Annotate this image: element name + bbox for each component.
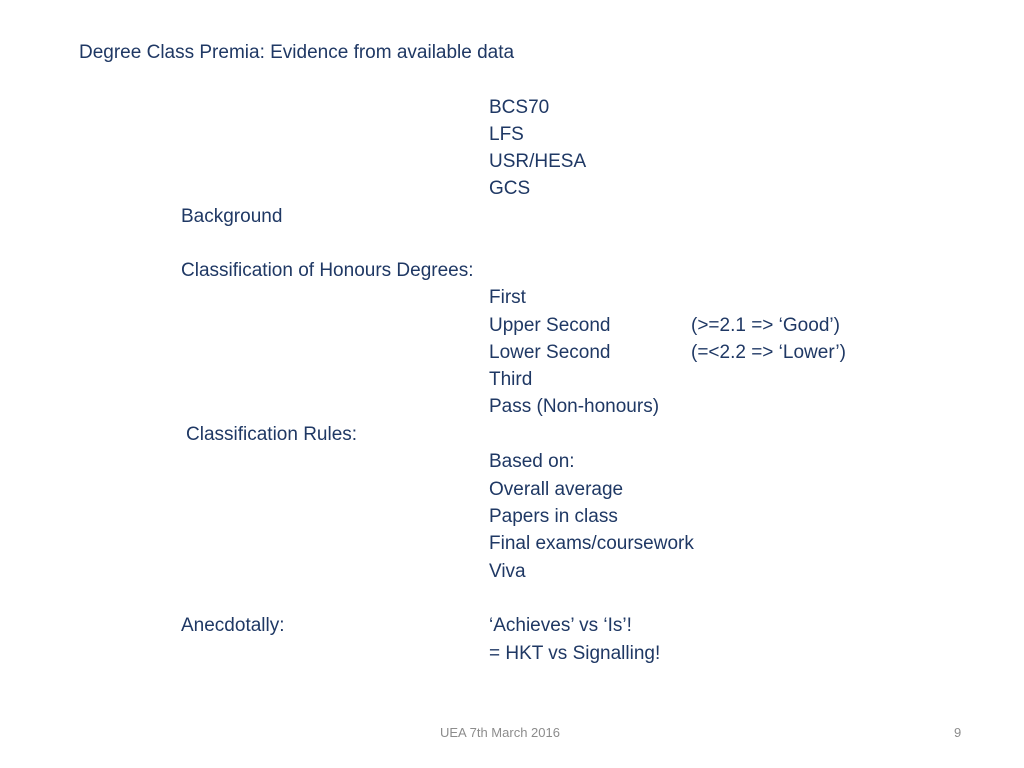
lower-second-note: (=<2.2 => ‘Lower’) [691, 342, 846, 363]
page-number: 9 [954, 725, 962, 740]
rule-item: Viva [489, 561, 526, 582]
class-item: Pass (Non-honours) [489, 396, 660, 417]
anecdotally-label: Anecdotally: [181, 615, 285, 636]
dataset-item: LFS [489, 124, 524, 145]
class-item: Third [489, 369, 533, 390]
classification-heading: Classification of Honours Degrees: [181, 260, 474, 281]
class-item: Upper Second [489, 315, 611, 336]
rule-item: Overall average [489, 479, 624, 500]
background-label: Background [181, 206, 283, 227]
rule-item: Papers in class [489, 506, 618, 527]
rule-item: Final exams/coursework [489, 533, 694, 554]
rule-item: Based on: [489, 451, 575, 472]
dataset-item: USR/HESA [489, 151, 587, 172]
anecdotal-line: = HKT vs Signalling! [489, 643, 661, 664]
dataset-item: GCS [489, 178, 531, 199]
rules-heading: Classification Rules: [186, 424, 358, 445]
slide-title: Degree Class Premia: Evidence from available data [79, 42, 515, 63]
upper-second-note: (>=2.1 => ‘Good’) [691, 315, 840, 336]
class-item: First [489, 287, 526, 308]
footer-text: UEA 7th March 2016 [440, 725, 560, 740]
dataset-item: BCS70 [489, 97, 550, 118]
class-item: Lower Second [489, 342, 611, 363]
anecdotal-line: ‘Achieves’ vs ‘Is’! [489, 615, 632, 636]
